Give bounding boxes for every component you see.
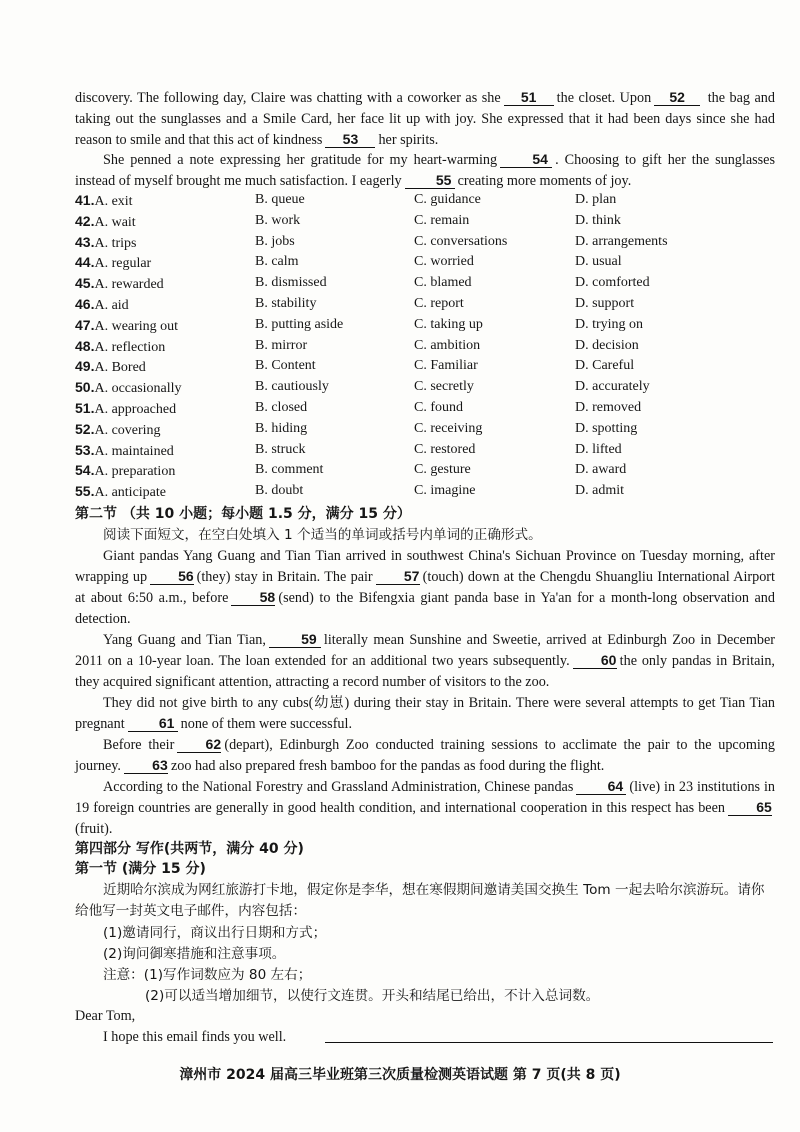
text: Before their <box>103 737 175 753</box>
text: She penned a note expressing her gratitude for my heart-warming <box>103 152 498 168</box>
text: none of them were successful. <box>180 716 353 732</box>
text: zoo had also prepared fresh bamboo for the pandas as food during the flight. <box>170 758 605 774</box>
question-number: 49. <box>75 358 95 375</box>
blank-57: 57 <box>376 568 420 585</box>
option-row-48 <box>75 336 775 357</box>
text: . Choosing to gift her the sunglasses instead of myself brought me much satisfaction. I eagerly <box>75 152 775 189</box>
panda-paragraph-4 <box>75 735 775 777</box>
text: (they) stay in Britain. The pair <box>196 569 373 585</box>
writing-point-2: (2)询问御寒措施和注意事项。 <box>103 946 286 962</box>
section-2-instruction: 阅读下面短文，在空白处填入 1 个适当的单词或括号内单词的正确形式。 <box>103 527 542 543</box>
letter-opening: I hope this email finds you well. <box>103 1029 287 1045</box>
option-c: C. Familiar <box>414 358 478 374</box>
question-number: 51. <box>75 399 95 416</box>
blank-52: 52 <box>654 89 700 106</box>
writing-point-1: (1)邀请同行，商议出行日期和方式； <box>103 925 327 941</box>
question-number: 48. <box>75 337 95 354</box>
writing-prompt: 近期哈尔滨成为网红旅游打卡地，假定你是李华，想在寒假期间邀请美国交换生 Tom 一起去哈尔滨游玩。请你给他写一封英文电子邮件，内容包括： <box>75 882 765 919</box>
option-row-54 <box>75 460 775 481</box>
option-c: C. conversations <box>414 233 508 249</box>
option-d: D. lifted <box>575 441 622 457</box>
option-a: A. covering <box>94 422 161 438</box>
text: discovery. The following day, Claire was chatting with a coworker as she <box>75 90 501 106</box>
option-a: A. regular <box>94 256 152 272</box>
blank-51: 51 <box>504 89 554 106</box>
option-d: D. usual <box>575 254 622 270</box>
part-4-heading: 第四部分 写作(共两节，满分 40 分) <box>75 841 304 857</box>
option-b: B. hiding <box>255 420 308 436</box>
option-a: A. wait <box>94 214 136 230</box>
blank-60: 60 <box>573 652 617 669</box>
option-row-45 <box>75 273 775 294</box>
option-a: A. occasionally <box>94 381 182 397</box>
option-row-50 <box>75 377 775 398</box>
option-d: D. removed <box>575 399 642 415</box>
option-c: C. receiving <box>414 420 483 436</box>
option-a: A. trips <box>94 235 137 251</box>
option-c: C. imagine <box>414 483 476 499</box>
writing-answer-line <box>325 1042 773 1043</box>
option-a: A. reflection <box>94 339 166 355</box>
option-b: B. Content <box>255 358 316 374</box>
panda-paragraph-3 <box>75 693 775 735</box>
option-d: D. accurately <box>575 379 650 395</box>
option-b: B. work <box>255 212 301 228</box>
options-list <box>75 190 775 502</box>
option-row-43 <box>75 232 775 253</box>
option-a: A. preparation <box>94 464 176 480</box>
blank-53: 53 <box>325 131 375 148</box>
blank-59: 59 <box>269 631 321 648</box>
option-b: B. closed <box>255 399 308 415</box>
option-b: B. cautiously <box>255 379 329 395</box>
question-number: 44. <box>75 254 95 271</box>
option-row-51 <box>75 398 775 419</box>
question-number: 53. <box>75 441 95 458</box>
option-a: A. maintained <box>94 443 174 459</box>
option-row-42 <box>75 211 775 232</box>
option-d: D. support <box>575 295 635 311</box>
text: the only pandas in Britain, they acquired significant attention, attracting a record number of visitors to the zoo. <box>75 653 775 690</box>
question-number: 54. <box>75 462 95 479</box>
blank-63: 63 <box>124 757 168 774</box>
option-d: D. Careful <box>575 358 635 374</box>
option-b: B. struck <box>255 441 306 457</box>
option-row-44 <box>75 252 775 273</box>
option-d: D. trying on <box>575 316 644 332</box>
text: creating more moments of joy. <box>457 173 632 189</box>
option-b: B. jobs <box>255 233 295 249</box>
option-d: D. think <box>575 212 621 228</box>
question-number: 50. <box>75 379 95 396</box>
option-d: D. award <box>575 462 627 478</box>
option-b: B. doubt <box>255 483 304 499</box>
question-number: 45. <box>75 275 95 292</box>
option-a: A. rewarded <box>94 277 164 293</box>
question-number: 41. <box>75 192 95 208</box>
option-b: B. comment <box>255 462 324 478</box>
section-2-heading: 第二节 （共 10 小题；每小题 1.5 分，满分 15 分） <box>75 506 411 522</box>
option-b: B. putting aside <box>255 316 344 332</box>
blank-64: 64 <box>576 778 626 795</box>
letter-greeting: Dear Tom, <box>75 1008 136 1024</box>
writing-note-1: 注意：(1)写作词数应为 80 左右； <box>103 967 312 983</box>
question-number: 43. <box>75 233 95 250</box>
blank-62: 62 <box>177 736 221 753</box>
option-a: A. aid <box>94 297 129 313</box>
text: They did not give birth to any cubs(幼崽) during their stay in Britain. There were several attempts to get Tian Tian pregnant <box>75 695 775 732</box>
option-c: C. secretly <box>414 379 474 395</box>
option-c: C. found <box>414 399 463 415</box>
option-b: B. calm <box>255 254 299 270</box>
option-c: C. gesture <box>414 462 471 478</box>
option-a: A. wearing out <box>94 318 179 334</box>
blank-65: 65 <box>728 799 772 816</box>
option-row-55 <box>75 481 775 502</box>
option-c: C. worried <box>414 254 474 270</box>
text: Yang Guang and Tian Tian, <box>103 632 266 648</box>
question-number: 42. <box>75 212 95 229</box>
option-d: D. admit <box>575 483 624 499</box>
option-a: A. Bored <box>94 360 146 376</box>
text: According to the National Forestry and Grassland Administration, Chinese pandas <box>103 779 574 795</box>
blank-61: 61 <box>128 715 178 732</box>
text: (fruit). <box>75 821 113 837</box>
text: Giant pandas Yang Guang and Tian Tian arrived in southwest China's Sichuan Province on Tuesday morning, after wrapping up <box>75 548 775 585</box>
option-c: C. report <box>414 295 464 311</box>
passage-paragraph-1 <box>75 88 775 151</box>
option-c: C. remain <box>414 212 470 228</box>
option-c: C. blamed <box>414 275 472 291</box>
option-row-52 <box>75 419 775 440</box>
option-a: A. anticipate <box>94 485 166 501</box>
blank-54: 54 <box>500 151 552 168</box>
panda-paragraph-1 <box>75 546 775 630</box>
page-footer: 漳州市 2024 届高三毕业班第三次质量检测英语试题 第 7 页(共 8 页) <box>179 1067 621 1083</box>
option-row-53 <box>75 440 775 461</box>
blank-58: 58 <box>231 589 275 606</box>
blank-56: 56 <box>150 568 194 585</box>
text: her spirits. <box>378 132 439 148</box>
panda-paragraph-5 <box>75 777 775 840</box>
passage-paragraph-2 <box>75 150 775 192</box>
text: (send) to the Bifengxia giant panda base in Ya'an for a month-long observation and detection. <box>75 590 775 627</box>
text: (live) in 23 institutions in 19 foreign countries are generally in good health condition, and international cooperation in this respect has been <box>75 779 775 816</box>
option-c: C. taking up <box>414 316 483 332</box>
option-d: D. spotting <box>575 420 638 436</box>
text: the closet. Upon <box>556 90 652 106</box>
panda-paragraph-2 <box>75 630 775 693</box>
text: literally mean Sunshine and Sweetie, arrived at Edinburgh Zoo in December 2011 on a 10-year loan. The loan extended for an additional two years subsequently. <box>75 632 775 669</box>
blank-55: 55 <box>405 172 455 189</box>
option-row-46 <box>75 294 775 315</box>
text: (depart), Edinburgh Zoo conducted training sessions to acclimate the pair to the upcoming journey. <box>75 737 775 774</box>
option-b: B. stability <box>255 295 317 311</box>
question-number: 47. <box>75 316 95 333</box>
option-row-49 <box>75 356 775 377</box>
option-d: D. decision <box>575 337 639 353</box>
question-number: 55. <box>75 483 95 500</box>
question-number: 46. <box>75 295 95 312</box>
option-d: D. plan <box>575 192 617 207</box>
writing-note-2: (2)可以适当增加细节，以使行文连贯。开头和结尾已给出，不计入总词数。 <box>145 988 600 1004</box>
option-row-47 <box>75 315 775 336</box>
option-b: B. queue <box>255 192 305 207</box>
text: (touch) down at the Chengdu Shuangliu International Airport at about 6:50 a.m., before <box>75 569 775 606</box>
part-4-section-1-heading: 第一节 (满分 15 分) <box>75 861 206 877</box>
option-c: C. ambition <box>414 337 481 353</box>
option-c: C. restored <box>414 441 476 457</box>
option-row-41 <box>75 190 775 211</box>
question-number: 52. <box>75 420 95 437</box>
option-b: B. mirror <box>255 337 308 353</box>
option-b: B. dismissed <box>255 275 327 291</box>
option-d: D. arrangements <box>575 233 668 249</box>
text: the bag and taking out the sunglasses and a Smile Card, her face lit up with joy. She expressed that it had been days since she had reason to smile and that this act of kindness <box>75 90 775 148</box>
option-a: A. approached <box>94 401 177 417</box>
option-a: A. exit <box>94 194 133 209</box>
option-c: C. guidance <box>414 192 481 207</box>
option-d: D. comforted <box>575 275 650 291</box>
